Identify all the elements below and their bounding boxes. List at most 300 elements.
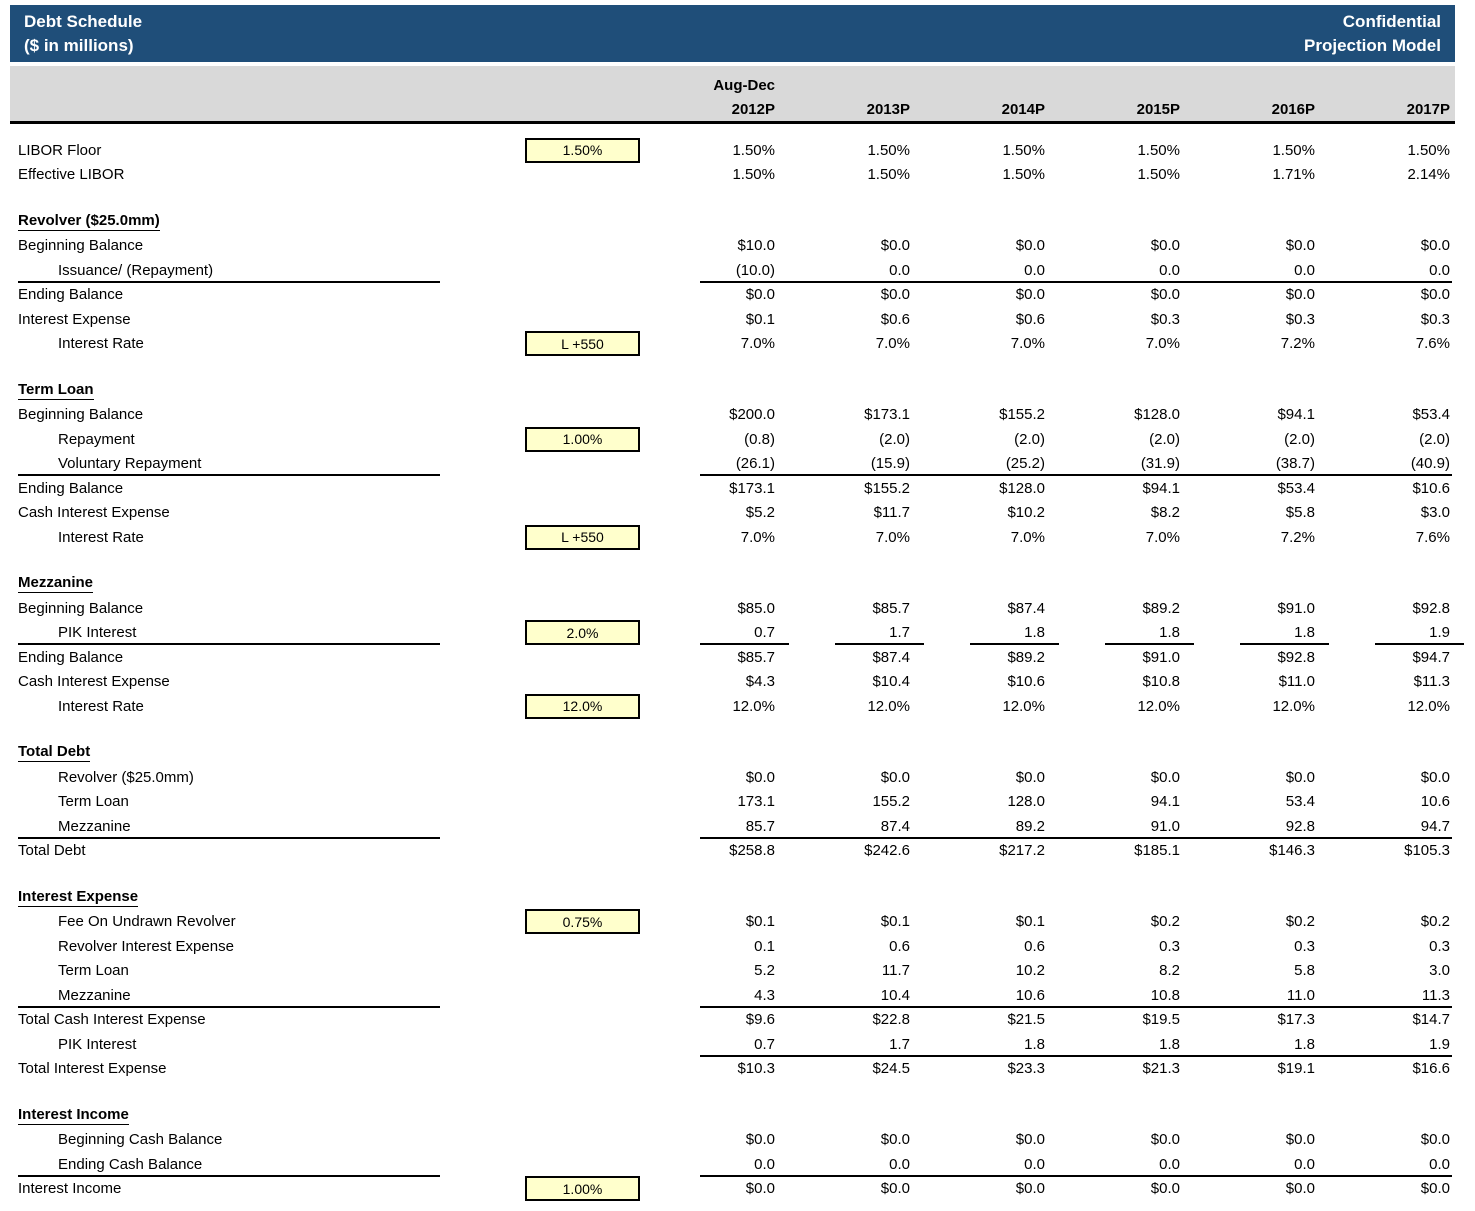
value-cell: (2.0)	[1149, 430, 1180, 448]
assumption-column	[440, 258, 640, 283]
value-cell: (15.9)	[870, 455, 910, 473]
value-cell: $0.0	[1150, 286, 1180, 304]
data-row	[10, 234, 1460, 259]
section-title	[10, 572, 440, 597]
value-cell: $10.2	[1007, 504, 1045, 522]
section-spacer	[10, 1081, 1460, 1103]
section-spacer	[10, 719, 1460, 741]
value-cell: $0.0	[1015, 1131, 1045, 1149]
section-header-row	[10, 1103, 1460, 1128]
row-label: Mezzanine	[10, 814, 440, 839]
row-label: Mezzanine	[10, 983, 440, 1008]
value-cell: (31.9)	[1140, 455, 1180, 473]
value-cell: $0.0	[1150, 1180, 1180, 1198]
assumption-column	[440, 234, 640, 259]
value-cell: 0.3	[1429, 937, 1450, 955]
section-title-text: Mezzanine	[18, 574, 94, 592]
data-row	[10, 138, 1460, 163]
value-cell: 7.2%	[1280, 528, 1315, 546]
row-label: Voluntary Repayment	[10, 452, 440, 477]
value-cell: 12.0%	[1272, 697, 1315, 715]
value-cell: $0.0	[880, 1131, 910, 1149]
data-row	[10, 332, 1460, 357]
assumption-column	[440, 885, 640, 910]
row-label: Interest Income	[18, 1180, 122, 1198]
assumption-column	[440, 910, 640, 935]
value-cell: 1.8	[1294, 1035, 1315, 1053]
year-values	[640, 378, 1450, 403]
year-values	[640, 983, 1450, 1008]
section-title-text: Total Debt	[18, 743, 91, 761]
value-cell: $155.2	[999, 406, 1045, 424]
value-cell: 3.0	[1429, 962, 1450, 980]
row-label: Beginning Balance	[18, 599, 144, 617]
confidential-label: Confidential	[1342, 11, 1441, 31]
value-cell: (0.8)	[744, 430, 775, 448]
value-cell: $0.2	[1285, 913, 1315, 931]
year-column-header: 2015P	[1136, 100, 1180, 118]
value-cell: $24.5	[872, 1060, 910, 1078]
value-cell: 12.0%	[1407, 697, 1450, 715]
data-row	[10, 1057, 1460, 1082]
data-row	[10, 163, 1460, 188]
value-cell: $0.2	[1150, 913, 1180, 931]
year-values	[640, 476, 1450, 501]
value-cell: $85.7	[872, 599, 910, 617]
value-cell: 1.50%	[1002, 166, 1045, 184]
value-cell: 1.50%	[867, 141, 910, 159]
assumption-column	[440, 501, 640, 526]
year-values	[640, 910, 1450, 935]
assumption-column	[440, 765, 640, 790]
value-cell: $0.0	[1150, 768, 1180, 786]
value-cell: $17.3	[1277, 1011, 1315, 1029]
value-cell: $0.0	[745, 286, 775, 304]
data-row	[10, 790, 1460, 815]
data-row	[10, 427, 1460, 452]
value-cell: 7.0%	[1010, 528, 1045, 546]
value-cell: $85.0	[737, 599, 775, 617]
year-column-header: 2016P	[1271, 100, 1315, 118]
value-cell: 0.0	[1429, 261, 1450, 279]
year-values	[640, 307, 1450, 332]
value-cell: 12.0%	[1137, 697, 1180, 715]
assumption-column	[440, 476, 640, 501]
value-cell: $0.2	[1420, 913, 1450, 931]
year-values	[640, 959, 1450, 984]
value-cell: $87.4	[1007, 599, 1045, 617]
assumption-column	[440, 645, 640, 670]
value-cell: $0.1	[1015, 913, 1045, 931]
value-cell: $11.7	[873, 504, 910, 522]
value-cell: 1.8	[1159, 1035, 1180, 1053]
empty-assumption-cell	[440, 73, 640, 97]
value-cell: 0.1	[754, 937, 775, 955]
value-cell: $0.6	[880, 310, 910, 328]
value-cell: $128.0	[999, 479, 1045, 497]
year-values	[640, 403, 1450, 428]
assumption-column	[440, 1128, 640, 1153]
row-label: Ending Balance	[18, 648, 124, 666]
value-cell: $0.0	[1150, 237, 1180, 255]
assumption-column	[440, 1103, 640, 1128]
value-cell: (10.0)	[735, 261, 775, 279]
empty-cell	[1045, 73, 1180, 97]
row-label: Beginning Balance	[18, 406, 144, 424]
value-cell: 173.1	[737, 793, 775, 811]
row-label: Ending Balance	[18, 286, 124, 304]
assumption-input-cell[interactable]: L +550	[525, 331, 640, 356]
value-cell: $91.0	[1142, 648, 1180, 666]
period-label: Aug-Dec	[713, 76, 775, 94]
value-cell: 1.8	[1180, 621, 1315, 646]
assumption-input-cell[interactable]: 2.0%	[525, 620, 640, 645]
assumption-column	[440, 741, 640, 766]
value-cell: $128.0	[1134, 406, 1180, 424]
value-cell: 10.8	[1150, 986, 1180, 1004]
value-cell: $0.0	[1285, 286, 1315, 304]
value-cell: $0.0	[1285, 1180, 1315, 1198]
year-values	[640, 694, 1450, 719]
value-cell: $0.0	[1285, 237, 1315, 255]
page-subtitle: ($ in millions)	[24, 35, 134, 55]
value-cell: $92.8	[1277, 648, 1315, 666]
value-cell: 7.6%	[1415, 335, 1450, 353]
value-cell: (25.2)	[1005, 455, 1045, 473]
assumption-column	[440, 378, 640, 403]
value-cell: 1.50%	[1272, 141, 1315, 159]
year-values	[640, 1103, 1450, 1128]
assumption-input-cell[interactable]: 1.50%	[525, 138, 640, 163]
data-row	[10, 934, 1460, 959]
value-cell: $19.5	[1142, 1011, 1180, 1029]
value-cell: $0.0	[880, 1180, 910, 1198]
data-row	[10, 476, 1460, 501]
value-cell: $173.1	[864, 406, 910, 424]
value-cell: $0.0	[1150, 1131, 1180, 1149]
assumption-column	[440, 621, 640, 646]
value-cell: $0.0	[880, 237, 910, 255]
year-values	[640, 209, 1450, 234]
value-cell: (2.0)	[879, 430, 910, 448]
value-cell: (38.7)	[1275, 455, 1315, 473]
empty-label-cell	[10, 73, 440, 97]
value-cell: 94.1	[1150, 793, 1180, 811]
value-cell: 7.0%	[875, 335, 910, 353]
value-cell: 11.0	[1286, 986, 1315, 1004]
value-cell: 12.0%	[867, 697, 910, 715]
value-cell: $21.5	[1007, 1011, 1045, 1029]
value-cell: 1.8	[1024, 1035, 1045, 1053]
value-cell: 155.2	[872, 793, 910, 811]
year-values	[640, 741, 1450, 766]
value-cell: $5.8	[1285, 504, 1315, 522]
year-column-header: 2013P	[866, 100, 910, 118]
value-cell: 10.6	[1015, 986, 1045, 1004]
value-cell: $11.3	[1413, 673, 1450, 691]
empty-label-cell	[10, 97, 440, 121]
value-cell: 0.7	[754, 1035, 775, 1053]
value-cell: 0.3	[1294, 937, 1315, 955]
row-label: Interest Expense	[18, 310, 131, 328]
value-cell: 1.71%	[1272, 166, 1315, 184]
value-cell: $11.0	[1278, 673, 1315, 691]
row-label: Effective LIBOR	[18, 166, 125, 184]
value-cell: $16.6	[1412, 1060, 1450, 1078]
assumption-column	[440, 525, 640, 550]
value-cell: $87.4	[872, 648, 910, 666]
year-values	[640, 258, 1450, 283]
section-header-row	[10, 741, 1460, 766]
value-cell: $0.0	[1285, 1131, 1315, 1149]
data-row	[10, 283, 1460, 308]
data-row	[10, 814, 1460, 839]
value-cell: 85.7	[745, 817, 775, 835]
row-label: Cash Interest Expense	[18, 673, 170, 691]
assumption-column	[440, 452, 640, 477]
row-label: Ending Balance	[18, 479, 124, 497]
data-row	[10, 694, 1460, 719]
value-cell: $0.0	[1420, 768, 1450, 786]
value-cell: $0.0	[1420, 237, 1450, 255]
value-cell: 5.8	[1294, 962, 1315, 980]
assumption-input-cell[interactable]: 1.00%	[525, 427, 640, 452]
row-label: Term Loan	[58, 962, 129, 980]
year-column-header: 2017P	[1406, 100, 1450, 118]
assumption-column	[440, 427, 640, 452]
value-cell: 1.50%	[1137, 166, 1180, 184]
year-column-header: 2012P	[731, 100, 775, 118]
value-cell: 92.8	[1285, 817, 1315, 835]
value-cell: 1.8	[910, 621, 1045, 646]
assumption-column	[440, 1152, 640, 1177]
value-cell: 0.0	[889, 1155, 910, 1173]
value-cell: $0.0	[1015, 237, 1045, 255]
year-values	[640, 790, 1450, 815]
value-cell: 1.9	[1429, 1035, 1450, 1053]
value-cell: 1.50%	[1407, 141, 1450, 159]
value-cell: 5.2	[754, 962, 775, 980]
assumption-column	[440, 307, 640, 332]
value-cell: 7.0%	[875, 528, 910, 546]
value-cell: 1.50%	[1137, 141, 1180, 159]
section-title	[10, 378, 440, 403]
assumption-input-cell[interactable]: 1.00%	[525, 1176, 640, 1201]
assumption-column	[440, 670, 640, 695]
value-cell: $10.6	[1007, 673, 1045, 691]
data-row	[10, 525, 1460, 550]
value-cell: 89.2	[1015, 817, 1045, 835]
value-cell: 0.0	[1024, 1155, 1045, 1173]
data-row	[10, 1008, 1460, 1033]
value-cell: 1.50%	[867, 166, 910, 184]
value-cell: $105.3	[1404, 842, 1450, 860]
section-header-row	[10, 572, 1460, 597]
row-label: PIK Interest	[58, 1035, 137, 1053]
row-label: Cash Interest Expense	[18, 504, 170, 522]
section-title-text: Revolver ($25.0mm)	[18, 211, 160, 229]
value-cell: $89.2	[1142, 599, 1180, 617]
value-cell: 0.0	[1159, 261, 1180, 279]
year-values	[640, 427, 1450, 452]
empty-cell	[910, 73, 1045, 97]
row-label: Total Debt	[18, 842, 86, 860]
value-cell: $0.0	[880, 768, 910, 786]
value-cell: $0.0	[1420, 1180, 1450, 1198]
value-cell: $0.0	[880, 286, 910, 304]
value-cell: $5.2	[745, 504, 775, 522]
year-values	[640, 138, 1450, 163]
row-label: Repayment	[58, 430, 135, 448]
column-header-band	[10, 66, 1455, 124]
empty-cell	[1180, 73, 1315, 97]
page-title: Debt Schedule	[24, 11, 143, 31]
value-cell: 1.7	[889, 1035, 910, 1053]
value-cell: 0.0	[1159, 1155, 1180, 1173]
assumption-column	[440, 1032, 640, 1057]
year-values	[640, 839, 1450, 864]
value-cell: $0.3	[1150, 310, 1180, 328]
year-values	[640, 765, 1450, 790]
value-cell: 11.7	[881, 962, 910, 980]
value-cell: 7.0%	[740, 335, 775, 353]
confidential-block	[1304, 10, 1441, 58]
year-values	[640, 1152, 1450, 1177]
empty-assumption-cell	[440, 97, 640, 121]
year-values	[640, 670, 1450, 695]
value-cell: 8.2	[1159, 962, 1180, 980]
year-values	[640, 885, 1450, 910]
assumption-input-cell[interactable]: 0.75%	[525, 909, 640, 934]
value-cell: $0.0	[1420, 286, 1450, 304]
value-cell: 7.0%	[1145, 528, 1180, 546]
period-label-cells	[640, 73, 1450, 97]
empty-cell	[1315, 73, 1450, 97]
value-cell: 7.0%	[1145, 335, 1180, 353]
section-title	[10, 209, 440, 234]
value-cell: $0.6	[1015, 310, 1045, 328]
title-block	[24, 10, 142, 58]
value-cell: $155.2	[864, 479, 910, 497]
assumption-input-cell[interactable]: 12.0%	[525, 694, 640, 719]
section-spacer	[10, 187, 1460, 209]
value-cell: 0.0	[1024, 261, 1045, 279]
assumption-column	[440, 839, 640, 864]
section-title-text: Term Loan	[18, 380, 94, 398]
value-cell: $94.1	[1277, 406, 1315, 424]
data-row	[10, 983, 1460, 1008]
value-cell: (2.0)	[1419, 430, 1450, 448]
value-cell: 53.4	[1285, 793, 1315, 811]
section-header-row	[10, 209, 1460, 234]
value-cell: 0.3	[1159, 937, 1180, 955]
value-cell: 12.0%	[732, 697, 775, 715]
assumption-column	[440, 694, 640, 719]
value-cell: 10.6	[1420, 793, 1450, 811]
assumption-column	[440, 790, 640, 815]
value-cell: $173.1	[729, 479, 775, 497]
assumption-column	[440, 1057, 640, 1082]
data-row	[10, 1032, 1460, 1057]
value-cell: 10.4	[880, 986, 910, 1004]
assumption-column	[440, 209, 640, 234]
value-cell: $14.7	[1412, 1011, 1450, 1029]
value-cell: $10.4	[872, 673, 910, 691]
data-row	[10, 765, 1460, 790]
value-cell: $0.0	[745, 1180, 775, 1198]
value-cell: $217.2	[999, 842, 1045, 860]
value-cell: 1.50%	[732, 141, 775, 159]
value-cell: 1.7	[775, 621, 910, 646]
assumption-column	[440, 572, 640, 597]
year-header-cells	[640, 97, 1450, 121]
value-cell: $258.8	[729, 842, 775, 860]
data-row	[10, 1128, 1460, 1153]
assumption-input-cell[interactable]: L +550	[525, 525, 640, 550]
assumption-column	[440, 596, 640, 621]
value-cell: 1.8	[1045, 621, 1180, 646]
value-cell: 7.6%	[1415, 528, 1450, 546]
year-values	[640, 1008, 1450, 1033]
data-row	[10, 501, 1460, 526]
assumption-column	[440, 983, 640, 1008]
value-cell: $53.4	[1277, 479, 1315, 497]
value-cell: 0.7	[640, 621, 775, 646]
assumption-column	[440, 283, 640, 308]
assumption-column	[440, 1008, 640, 1033]
data-row	[10, 258, 1460, 283]
year-values	[640, 1057, 1450, 1082]
value-cell: 91.0	[1150, 817, 1180, 835]
value-cell: 4.3	[754, 986, 775, 1004]
value-cell: $0.1	[745, 310, 775, 328]
value-cell: 0.0	[754, 1155, 775, 1173]
value-cell: $0.0	[1015, 1180, 1045, 1198]
value-cell: $9.6	[745, 1011, 775, 1029]
data-row	[10, 959, 1460, 984]
section-spacer	[10, 356, 1460, 378]
section-title	[10, 741, 440, 766]
assumption-column	[440, 959, 640, 984]
row-label: Beginning Balance	[18, 237, 144, 255]
year-values	[640, 572, 1450, 597]
row-label: LIBOR Floor	[18, 141, 102, 159]
assumption-column	[440, 403, 640, 428]
value-cell: $21.3	[1142, 1060, 1180, 1078]
year-values	[640, 645, 1450, 670]
value-cell: $0.1	[880, 913, 910, 931]
projection-model-label: Projection Model	[1304, 35, 1441, 55]
assumption-column	[440, 1177, 640, 1202]
value-cell: 0.0	[1429, 1155, 1450, 1173]
section-spacer	[10, 863, 1460, 885]
value-cell: 0.0	[1294, 261, 1315, 279]
value-cell: $3.0	[1420, 504, 1450, 522]
value-cell: (26.1)	[735, 455, 775, 473]
value-cell: $4.3	[745, 673, 775, 691]
value-cell: $0.0	[1420, 1131, 1450, 1149]
assumption-column	[440, 163, 640, 188]
value-cell: $10.0	[737, 237, 775, 255]
value-cell: $53.4	[1412, 406, 1450, 424]
value-cell: $0.3	[1420, 310, 1450, 328]
row-label: Fee On Undrawn Revolver	[58, 913, 236, 931]
value-cell: 128.0	[1007, 793, 1045, 811]
title-bar	[10, 5, 1455, 62]
year-values	[640, 525, 1450, 550]
value-cell: 2.14%	[1407, 166, 1450, 184]
section-spacer	[10, 550, 1460, 572]
